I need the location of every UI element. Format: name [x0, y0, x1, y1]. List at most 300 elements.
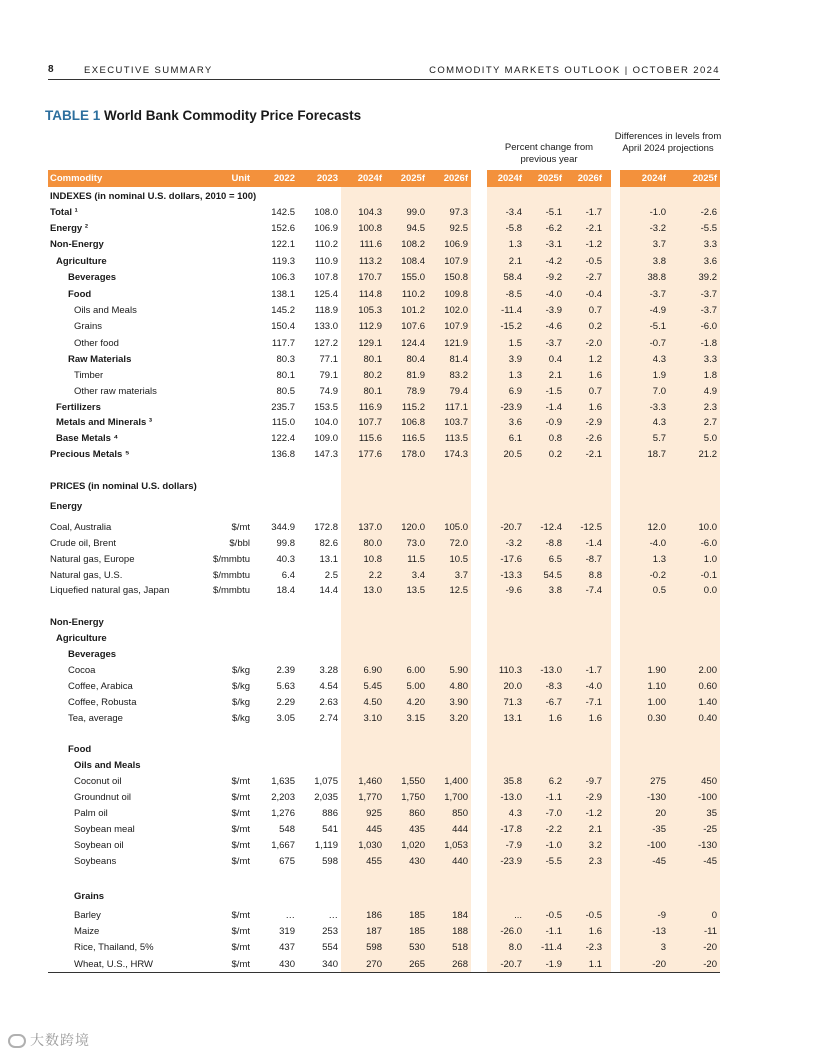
row-value: 110.2	[401, 289, 425, 300]
row-value: 2,035	[314, 792, 338, 803]
row-value: 80.3	[276, 354, 295, 365]
table-row	[0, 271, 816, 285]
row-value: 80.4	[406, 354, 425, 365]
row-value: 80.1	[363, 386, 382, 397]
row-value: 18.4	[276, 585, 295, 596]
row-value: 122.1	[271, 239, 295, 250]
row-value: 74.9	[319, 386, 338, 397]
row-label: Beverages	[68, 649, 117, 660]
row-value: 3.7	[652, 239, 666, 250]
row-label: Groundnut oil	[74, 792, 132, 803]
row-value: -0.5	[545, 910, 562, 921]
row-value: 104.0	[314, 417, 338, 428]
row-value: -20	[652, 959, 666, 970]
row-value: 270	[366, 959, 382, 970]
row-value: -13.0	[500, 792, 522, 803]
row-value: -20	[703, 959, 717, 970]
row-label: Tea, average	[68, 713, 123, 724]
row-label: Liquefied natural gas, Japan	[50, 585, 170, 596]
row-value: -3.2	[505, 538, 522, 549]
row-value: 38.8	[647, 272, 666, 283]
row-unit: $/mt	[231, 942, 250, 953]
row-value: 1.6	[548, 713, 562, 724]
table-row	[0, 584, 816, 598]
row-value: -45	[652, 856, 666, 867]
row-label: Other food	[74, 338, 119, 349]
row-value: 3.15	[406, 713, 425, 724]
row-value: -20.7	[500, 959, 522, 970]
row-value: -5.8	[505, 223, 522, 234]
row-value: 127.2	[314, 338, 338, 349]
column-header: 2025f	[537, 173, 562, 184]
row-value: -13.3	[500, 570, 522, 581]
row-value: 268	[452, 959, 468, 970]
row-value: 1.8	[703, 370, 717, 381]
table-row	[0, 521, 816, 535]
table-row	[0, 553, 816, 567]
row-label: INDEXES (in nominal U.S. dollars, 2010 = 100)	[50, 191, 257, 202]
table-row	[0, 385, 816, 399]
row-value: -3.7	[700, 305, 717, 316]
row-label: Wheat, U.S., HRW	[74, 959, 154, 970]
table-row	[0, 222, 816, 236]
row-label: Cocoa	[68, 665, 96, 676]
row-label: Agriculture	[56, 633, 107, 644]
row-value: 3.20	[449, 713, 468, 724]
row-value: 1.9	[652, 370, 666, 381]
column-header: 2024f	[497, 173, 522, 184]
row-label: Barley	[74, 910, 101, 921]
row-value: 80.0	[363, 538, 382, 549]
row-value: 39.2	[698, 272, 717, 283]
row-value: 2.1	[588, 824, 602, 835]
row-value: 112.9	[358, 321, 382, 332]
row-value: 105.0	[444, 522, 468, 533]
row-value: 3.90	[449, 697, 468, 708]
row-value: 80.5	[276, 386, 295, 397]
row-value: 6.4	[281, 570, 295, 581]
row-value: -7.1	[585, 697, 602, 708]
row-label: Oils and Meals	[74, 305, 137, 316]
column-header: 2024f	[641, 173, 666, 184]
row-value: 1,075	[314, 776, 338, 787]
row-value: -2.6	[585, 433, 602, 444]
row-value: -0.5	[585, 910, 602, 921]
row-value: 5.90	[449, 665, 468, 676]
row-value: 1.90	[647, 665, 666, 676]
table-row	[0, 401, 816, 415]
row-label: Soybean oil	[74, 840, 124, 851]
row-unit: $/mmbtu	[213, 570, 250, 581]
row-value: 99.0	[406, 207, 425, 218]
table-row	[0, 238, 816, 252]
row-value: 2.3	[588, 856, 602, 867]
row-value: -11	[703, 926, 717, 937]
row-value: -130	[697, 840, 717, 851]
row-value: 106.8	[401, 417, 425, 428]
row-value: 14.4	[319, 585, 338, 596]
row-value: -23.9	[500, 402, 522, 413]
row-value: 133.0	[314, 321, 338, 332]
row-value: 1,770	[358, 792, 382, 803]
row-value: 100.8	[358, 223, 382, 234]
row-value: 3.8	[548, 585, 562, 596]
row-value: -5.1	[545, 207, 562, 218]
row-value: 6.1	[508, 433, 522, 444]
row-value: 2,203	[271, 792, 295, 803]
row-value: 110.2	[314, 239, 338, 250]
row-value: -1.1	[545, 926, 562, 937]
row-value: 115.6	[358, 433, 382, 444]
row-value: 170.7	[358, 272, 382, 283]
row-value: 598	[322, 856, 338, 867]
row-value: 20.0	[503, 681, 522, 692]
row-value: 3.6	[508, 417, 522, 428]
row-value: 0.2	[588, 321, 602, 332]
row-value: 886	[322, 808, 338, 819]
row-value: 1.3	[652, 554, 666, 565]
row-value: -1.4	[585, 538, 602, 549]
row-value: 598	[366, 942, 382, 953]
row-value: 430	[279, 959, 295, 970]
row-value: 0.4	[548, 354, 562, 365]
table-row	[0, 664, 816, 678]
row-value: 0.5	[652, 585, 666, 596]
row-label: Metals and Minerals ³	[56, 417, 153, 428]
row-value: -6.0	[700, 538, 717, 549]
row-value: -8.3	[545, 681, 562, 692]
row-value: 554	[322, 942, 338, 953]
row-value: 117.1	[444, 402, 468, 413]
row-label: PRICES (in nominal U.S. dollars)	[50, 481, 197, 492]
row-value: 2.74	[319, 713, 338, 724]
row-value: -17.6	[500, 554, 522, 565]
table-row	[0, 909, 816, 923]
row-label: Non-Energy	[50, 239, 104, 250]
row-value: 450	[701, 776, 717, 787]
table-row	[0, 304, 816, 318]
row-value: 116.9	[358, 402, 382, 413]
row-value: 7.0	[652, 386, 666, 397]
row-value: 111.6	[359, 239, 382, 250]
row-value: 3	[660, 942, 666, 953]
row-value: 150.8	[444, 272, 468, 283]
row-value: 77.1	[319, 354, 338, 365]
row-value: 3.10	[363, 713, 382, 724]
row-value: 178.0	[401, 449, 425, 460]
row-value: -2.9	[585, 417, 602, 428]
row-value: 185	[409, 926, 425, 937]
row-value: 340	[322, 959, 338, 970]
row-value: 107.9	[444, 321, 468, 332]
row-value: 3.9	[508, 354, 522, 365]
row-value: 2.63	[319, 697, 338, 708]
row-value: 113.2	[358, 256, 382, 267]
row-value: -6.7	[545, 697, 562, 708]
row-value: 1.0	[703, 554, 717, 565]
row-value: -130	[646, 792, 666, 803]
row-value: 275	[650, 776, 666, 787]
row-value: 675	[279, 856, 295, 867]
row-value: -2.6	[700, 207, 717, 218]
row-unit: $/mt	[231, 959, 250, 970]
watermark-logo-icon	[8, 1034, 26, 1048]
row-label: Maize	[74, 926, 100, 937]
table-row	[0, 569, 816, 583]
row-value: 3.2	[588, 840, 602, 851]
row-value: 92.5	[449, 223, 468, 234]
row-value: 58.4	[503, 272, 522, 283]
row-value: -20	[703, 942, 717, 953]
table-row	[0, 839, 816, 853]
row-value: -4.0	[649, 538, 666, 549]
row-value: 174.3	[444, 449, 468, 460]
row-value: 117.7	[271, 338, 295, 349]
row-value: -1.8	[700, 338, 717, 349]
row-value: 1,020	[401, 840, 425, 851]
row-value: 444	[452, 824, 468, 835]
row-value: 1.3	[508, 370, 522, 381]
row-value: 1,460	[358, 776, 382, 787]
row-value: -12.5	[580, 522, 602, 533]
row-value: 125.4	[314, 289, 338, 300]
row-value: 1,635	[271, 776, 295, 787]
column-header-commodity: Commodity	[50, 173, 103, 184]
row-value: 172.8	[314, 522, 338, 533]
row-value: 0.7	[588, 305, 602, 316]
row-value: 10.8	[363, 554, 382, 565]
row-value: 1.6	[588, 402, 602, 413]
row-value: -5.1	[649, 321, 666, 332]
row-value: 80.2	[363, 370, 382, 381]
row-unit: $/kg	[232, 665, 250, 676]
row-value: -4.6	[545, 321, 562, 332]
row-value: 81.4	[449, 354, 468, 365]
row-label: Non-Energy	[50, 617, 104, 628]
row-value: 107.7	[358, 417, 382, 428]
row-value: 5.0	[703, 433, 717, 444]
row-value: 1.3	[508, 239, 522, 250]
row-value: 10.5	[449, 554, 468, 565]
row-value: -100	[697, 792, 717, 803]
row-value: -3.7	[545, 338, 562, 349]
row-value: 115.2	[401, 402, 425, 413]
watermark	[8, 1030, 90, 1050]
diff-levels-group-header: Differences in levels from April 2024 projections	[614, 131, 722, 154]
row-value: 0	[711, 910, 717, 921]
row-value: 1,400	[444, 776, 468, 787]
watermark-text: 大数跨境	[30, 1032, 90, 1048]
row-value: -3.1	[545, 239, 562, 250]
row-value: -13.0	[540, 665, 562, 676]
table-row	[0, 807, 816, 821]
row-value: 97.3	[449, 207, 468, 218]
row-value: -2.3	[585, 942, 602, 953]
row-value: 104.3	[358, 207, 382, 218]
row-label: Grains	[74, 321, 102, 332]
row-value: 1.1	[588, 959, 602, 970]
row-value: 106.9	[444, 239, 468, 250]
row-value: 1,030	[358, 840, 382, 851]
row-value: 0.40	[698, 713, 717, 724]
row-value: 116.5	[401, 433, 425, 444]
row-value: 118.9	[314, 305, 338, 316]
row-value: 1,276	[271, 808, 295, 819]
row-value: 1.40	[698, 697, 717, 708]
row-value: -15.2	[500, 321, 522, 332]
row-value: 54.5	[543, 570, 562, 581]
row-value: -1.4	[545, 402, 562, 413]
row-value: 35.8	[503, 776, 522, 787]
row-value: 13.1	[319, 554, 338, 565]
row-value: 4.50	[363, 697, 382, 708]
row-value: -2.1	[585, 449, 602, 460]
row-value: 0.30	[647, 713, 666, 724]
row-value: -0.9	[545, 417, 562, 428]
row-value: 110.3	[498, 665, 522, 676]
row-value: 1,667	[271, 840, 295, 851]
table-row	[0, 337, 816, 351]
row-value: -12.4	[540, 522, 562, 533]
table-row	[0, 500, 816, 514]
row-value: 5.7	[652, 433, 666, 444]
row-label: Natural gas, Europe	[50, 554, 135, 565]
row-value: 138.1	[271, 289, 295, 300]
row-value: -1.5	[545, 386, 562, 397]
row-label: Rice, Thailand, 5%	[74, 942, 154, 953]
row-value: 121.9	[444, 338, 468, 349]
row-value: 850	[452, 808, 468, 819]
row-value: 79.1	[319, 370, 338, 381]
row-value: 1,550	[401, 776, 425, 787]
row-value: 3.8	[652, 256, 666, 267]
table-row	[0, 480, 816, 494]
row-value: -0.4	[585, 289, 602, 300]
row-value: 3.05	[276, 713, 295, 724]
row-value: 78.9	[406, 386, 425, 397]
row-value: 113.5	[444, 433, 468, 444]
row-value: -25	[703, 824, 717, 835]
row-unit: $/mt	[231, 840, 250, 851]
row-value: 80.1	[276, 370, 295, 381]
row-value: 1.6	[588, 370, 602, 381]
table-row	[0, 958, 816, 972]
row-value: 107.6	[401, 321, 425, 332]
row-value: -35	[652, 824, 666, 835]
table-title-text: World Bank Commodity Price Forecasts	[104, 108, 362, 123]
row-value: 153.5	[314, 402, 338, 413]
row-value: 1,750	[401, 792, 425, 803]
row-value: 188	[452, 926, 468, 937]
row-unit: $/mt	[231, 808, 250, 819]
row-value: -17.8	[500, 824, 522, 835]
row-value: 925	[366, 808, 382, 819]
row-value: 136.8	[271, 449, 295, 460]
row-value: 5.63	[276, 681, 295, 692]
row-value: -4.0	[545, 289, 562, 300]
table-row	[0, 648, 816, 662]
row-label: Coffee, Arabica	[68, 681, 133, 692]
row-value: -6.2	[545, 223, 562, 234]
row-value: 187	[366, 926, 382, 937]
row-value: 150.4	[271, 321, 295, 332]
row-value: -8.7	[585, 554, 602, 565]
table-row	[0, 206, 816, 220]
row-value: -2.9	[585, 792, 602, 803]
row-label: Precious Metals ⁵	[50, 449, 130, 460]
row-value: 0.2	[548, 449, 562, 460]
row-value: 1.10	[647, 681, 666, 692]
row-label: Total ¹	[50, 207, 78, 218]
row-value: 152.6	[271, 223, 295, 234]
row-value: -7.0	[545, 808, 562, 819]
row-label: Natural gas, U.S.	[50, 570, 123, 581]
row-value: 1,053	[444, 840, 468, 851]
row-unit: $/mt	[231, 522, 250, 533]
table-row	[0, 680, 816, 694]
row-label: Base Metals ⁴	[56, 433, 119, 444]
row-value: -11.4	[501, 305, 522, 316]
row-value: 82.6	[319, 538, 338, 549]
table-row	[0, 743, 816, 757]
row-value: -7.4	[585, 585, 602, 596]
row-value: 35	[706, 808, 717, 819]
table-row	[0, 823, 816, 837]
row-label: Energy	[50, 501, 83, 512]
row-value: 3.6	[703, 256, 717, 267]
row-value: -23.9	[500, 856, 522, 867]
row-value: -1.0	[545, 840, 562, 851]
row-value: 109.0	[314, 433, 338, 444]
row-value: 80.1	[363, 354, 382, 365]
column-header: 2023	[316, 173, 338, 184]
row-value: 6.2	[548, 776, 562, 787]
row-value: 177.6	[358, 449, 382, 460]
row-value: -2.7	[585, 272, 602, 283]
row-value: -0.7	[649, 338, 666, 349]
table-row	[0, 632, 816, 646]
table-row	[0, 255, 816, 269]
table-row	[0, 190, 816, 204]
row-value: -2.0	[585, 338, 602, 349]
row-value: 445	[366, 824, 382, 835]
row-value: 115.0	[271, 417, 295, 428]
row-unit: $/mt	[231, 856, 250, 867]
row-value: 147.3	[314, 449, 338, 460]
row-value: -4.2	[545, 256, 562, 267]
row-label: Energy ²	[50, 223, 89, 234]
table-row	[0, 353, 816, 367]
row-value: 12.5	[449, 585, 468, 596]
row-label: Oils and Meals	[74, 760, 141, 771]
row-label: Palm oil	[74, 808, 108, 819]
row-value: 253	[322, 926, 338, 937]
row-value: -1.7	[585, 207, 602, 218]
row-value: -0.5	[585, 256, 602, 267]
row-value: 137.0	[358, 522, 382, 533]
page-number: 8	[48, 64, 54, 75]
row-value: -9	[657, 910, 666, 921]
row-value: -6.0	[700, 321, 717, 332]
row-value: 2.5	[324, 570, 338, 581]
row-value: 548	[279, 824, 295, 835]
row-value: 1.00	[647, 697, 666, 708]
row-value: -100	[646, 840, 666, 851]
table-row	[0, 775, 816, 789]
row-value: 6.9	[508, 386, 522, 397]
row-label: Soybeans	[74, 856, 117, 867]
row-value: -1.2	[585, 239, 602, 250]
